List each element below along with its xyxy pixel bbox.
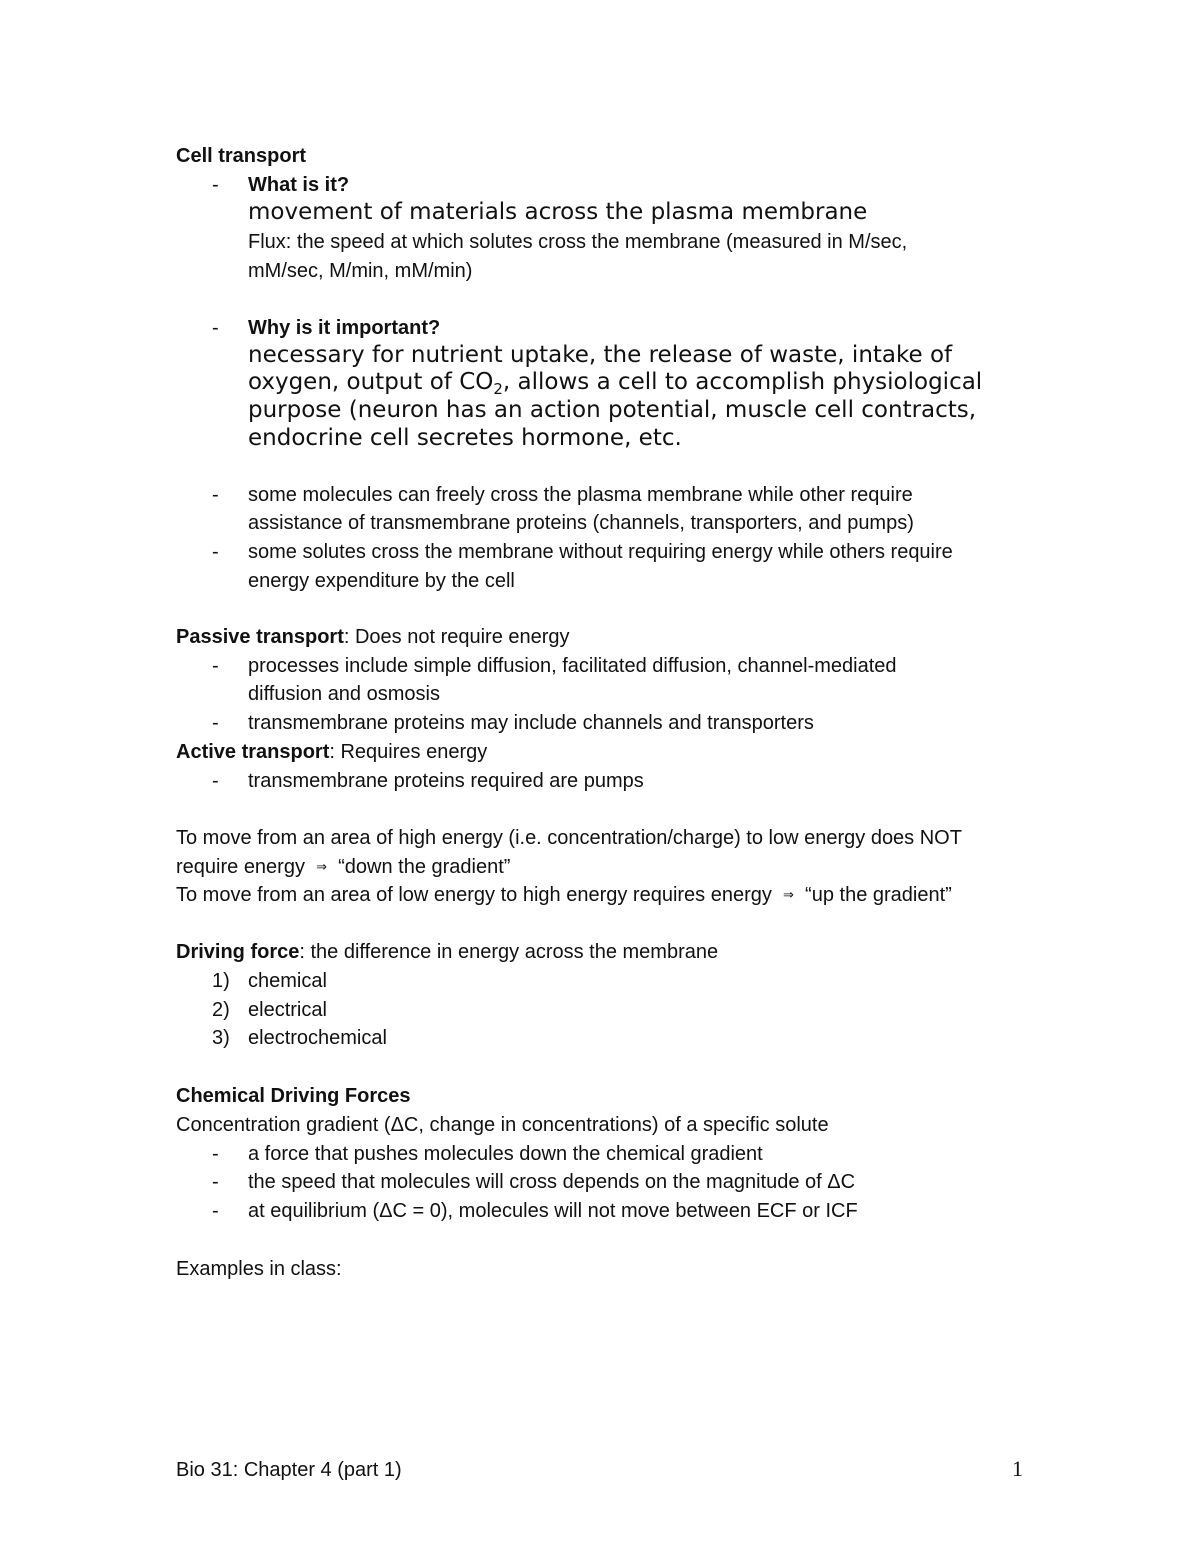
footer-chapter: Bio 31: Chapter 4 (part 1) bbox=[176, 1459, 402, 1481]
bullet-dash: - bbox=[212, 541, 219, 563]
list-number: 3) bbox=[212, 1027, 230, 1049]
active-item-1: transmembrane proteins required are pumps bbox=[248, 770, 644, 792]
bullet-2-line1: some solutes cross the membrane without requiring energy while others require bbox=[248, 541, 953, 563]
gradient-line3 bbox=[176, 881, 952, 910]
flux-definition-line1 bbox=[248, 228, 907, 256]
gradient-line2-b: “down the gradient” bbox=[338, 856, 511, 878]
active-transport-line bbox=[176, 738, 487, 766]
chemical-intro: Concentration gradient (ΔC, change in concentrations) of a specific solute bbox=[176, 1114, 829, 1136]
bullet-2-line2: energy expenditure by the cell bbox=[248, 570, 515, 592]
bullet-dash: - bbox=[212, 1200, 219, 1222]
bullet-dash: - bbox=[212, 712, 219, 734]
answer-why-line2-b: , allows a cell to accomplish physiological bbox=[502, 369, 983, 395]
section-title: Cell transport bbox=[176, 145, 307, 167]
question-why: Why is it important? bbox=[248, 317, 441, 339]
driving-item-chemical: chemical bbox=[248, 970, 327, 992]
answer-why-line1: necessary for nutrient uptake, the release of waste, intake of bbox=[248, 342, 953, 368]
page-number: 1 bbox=[1012, 1456, 1023, 1481]
answer-what: movement of materials across the plasma membrane bbox=[248, 199, 868, 225]
gradient-line3-a: To move from an area of low energy to high energy requires energy bbox=[176, 884, 772, 906]
driving-force-line bbox=[176, 938, 718, 966]
arrow-icon: ⇒ bbox=[316, 860, 327, 875]
gradient-line2-a: require energy bbox=[176, 856, 305, 878]
chemical-item-2: the speed that molecules will cross depends on the magnitude of ΔC bbox=[248, 1171, 856, 1193]
gradient-line1: To move from an area of high energy (i.e. concentration/charge) to low energy does NOT bbox=[176, 827, 962, 849]
active-heading: Active transport bbox=[176, 741, 330, 763]
passive-heading: Passive transport bbox=[176, 626, 344, 648]
bullet-dash: - bbox=[212, 174, 219, 196]
bullet-dash: - bbox=[212, 1143, 219, 1165]
gradient-line3-b: “up the gradient” bbox=[805, 884, 952, 906]
driving-def: : the difference in energy across the membrane bbox=[299, 941, 719, 963]
passive-def: : Does not require energy bbox=[343, 626, 570, 648]
passive-item-1-line1: processes include simple diffusion, facilitated diffusion, channel-mediated bbox=[248, 655, 897, 677]
question-what: What is it? bbox=[248, 174, 350, 196]
passive-item-1-line2: diffusion and osmosis bbox=[248, 683, 440, 705]
passive-item-2: transmembrane proteins may include channels and transporters bbox=[248, 712, 814, 734]
list-number: 2) bbox=[212, 999, 230, 1021]
flux-def: : the speed at which solutes cross the membrane (measured in M/sec, bbox=[285, 231, 908, 253]
driving-heading: Driving force bbox=[176, 941, 300, 963]
driving-item-electrochemical: electrochemical bbox=[248, 1027, 387, 1049]
bullet-1-line1: some molecules can freely cross the plasma membrane while other require bbox=[248, 484, 913, 506]
bullet-dash: - bbox=[212, 770, 219, 792]
bullet-1-line2: assistance of transmembrane proteins (channels, transporters, and pumps) bbox=[248, 512, 914, 534]
co2-subscript: 2 bbox=[493, 380, 503, 398]
answer-why-line4: endocrine cell secretes hormone, etc. bbox=[248, 425, 682, 451]
bullet-dash: - bbox=[212, 317, 219, 339]
list-number: 1) bbox=[212, 970, 230, 992]
bullet-dash: - bbox=[212, 484, 219, 506]
flux-term: Flux bbox=[248, 231, 286, 253]
answer-why-line3: purpose (neuron has an action potential, muscle cell contracts, bbox=[248, 397, 977, 423]
chemical-item-3: at equilibrium (ΔC = 0), molecules will not move between ECF or ICF bbox=[248, 1200, 858, 1222]
bullet-dash: - bbox=[212, 1171, 219, 1193]
driving-item-electrical: electrical bbox=[248, 999, 327, 1021]
active-def: : Requires energy bbox=[329, 741, 488, 763]
examples-label: Examples in class: bbox=[176, 1258, 342, 1280]
arrow-icon: ⇒ bbox=[783, 888, 794, 903]
chemical-item-1: a force that pushes molecules down the chemical gradient bbox=[248, 1143, 763, 1165]
chemical-heading: Chemical Driving Forces bbox=[176, 1085, 411, 1107]
passive-transport-line bbox=[176, 623, 570, 651]
flux-definition-line2: mM/sec, M/min, mM/min) bbox=[248, 260, 473, 282]
gradient-line2 bbox=[176, 853, 510, 882]
bullet-dash: - bbox=[212, 655, 219, 677]
answer-why-line2-a: oxygen, output of CO bbox=[248, 369, 494, 395]
